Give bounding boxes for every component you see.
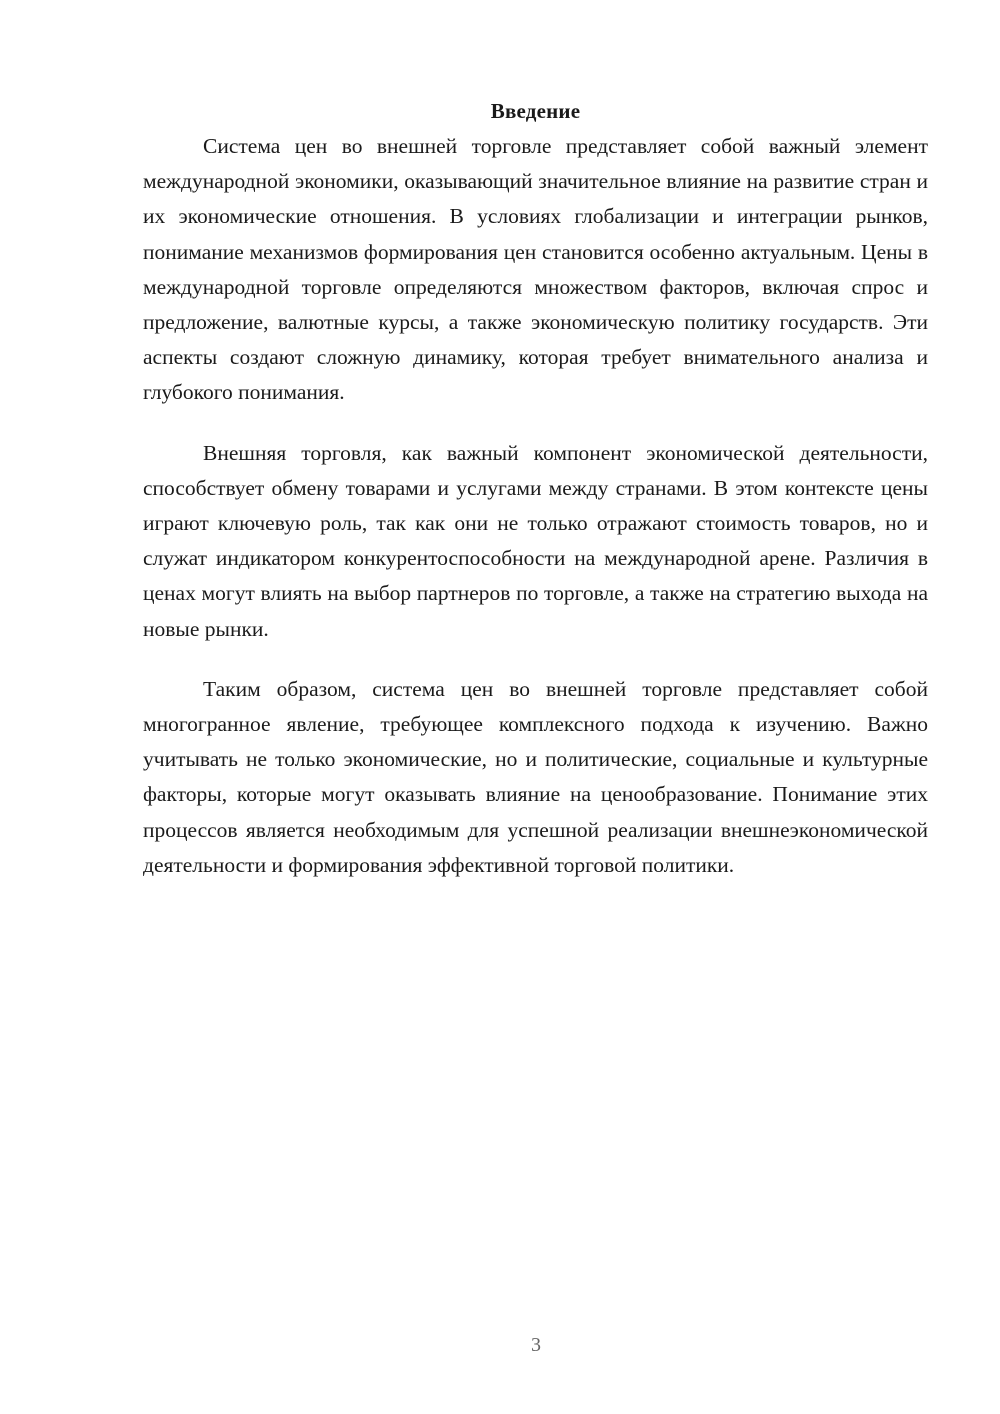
page-number: 3 — [531, 1334, 541, 1356]
page-content — [143, 94, 928, 883]
paragraph-1: Система цен во внешней торговле представляет собой важный элемент международной экономики, оказывающий значительное влияние на развитие стран и их экономические отношения. В условиях глобализации и интеграции рынков, понимание механизмов формирования цен становится особенно актуальным. Цены в международной торговле определяются множеством факторов, включая спрос и предложение, валютные курсы, а также экономическую политику государств. Эти аспекты создают сложную динамику, которая требует внимательного анализа и глубокого понимания. — [143, 134, 928, 405]
paragraph-3: Таким образом, система цен во внешней торговле представляет собой многогранное явление, требующее комплексного подхода к изучению. Важно учитывать не только экономические, но и политические, социальные и культурные факторы, которые могут оказывать влияние на ценообразование. Понимание этих процессов является необходимым для успешной реализации внешнеэкономической деятельности и формирования эффективной торговой политики. — [143, 676, 928, 877]
section-heading: Введение — [490, 99, 581, 123]
paragraph-2: Внешняя торговля, как важный компонент экономической деятельности, способствует обмену товарами и услугами между странами. В этом контексте цены играют ключевую роль, так как они не только отражают стоимость товаров, но и служат индикатором конкурентоспособности на международной арене. Различия в ценах могут влиять на выбор партнеров по торговле, а также на стратегию выхода на новые рынки. — [143, 440, 928, 641]
